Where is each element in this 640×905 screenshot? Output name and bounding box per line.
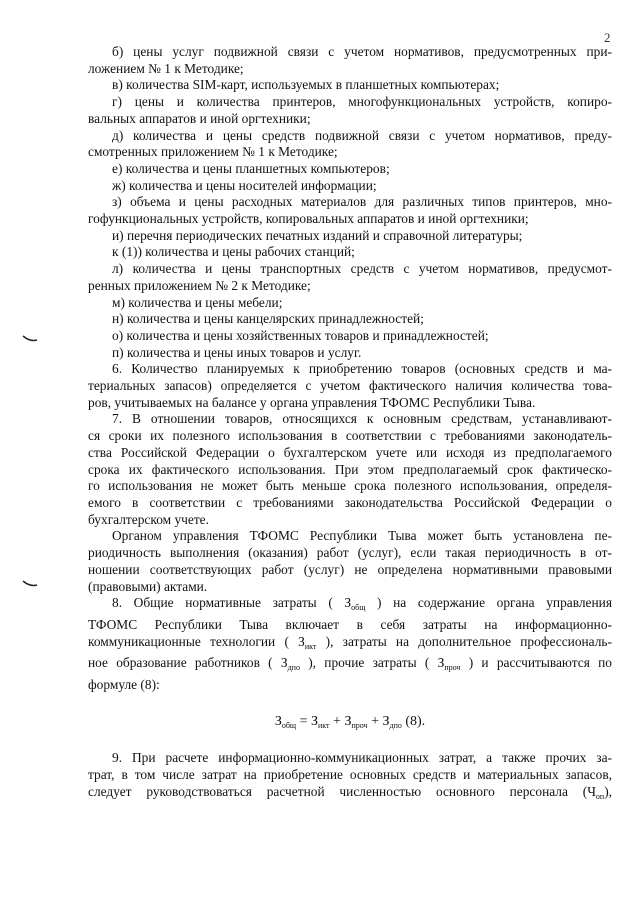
text-line: емого в соответствии с требованиями законодательства Российской Федерации о [88,494,612,510]
para8-line: 8. Общие нормативные затраты ( $З_{общ}$ ) на содержание органа управления [112,595,612,613]
text-line: (правовыми) актами. [88,578,208,594]
text-line: з) объема и цены расходных материалов для различных типов принтеров, мно- [112,194,612,210]
text-lines [88,44,612,595]
text-line: ся сроки их полезного использования в соответствии с требованиями законодатель- [88,428,612,444]
text-line: срока их фактического использования. При этом предполагаемый срок фактическо- [88,461,612,477]
text-line: 7. В отношении товаров, относящихся к основным средствам, устанавливают- [112,411,612,427]
text-line: н) количества и цены канцелярских принадлежностей; [112,311,424,327]
para8-line: коммуникационные технологии ( $З_{икт}$ ), затраты на дополнительное профессиональ- [88,633,612,651]
text-line: гофункциональных устройств, копировальных аппаратов и иной оргтехники; [88,211,529,227]
text-line: д) количества и цены средств подвижной связи с учетом нормативов, преду- [112,127,612,143]
text-line: к (1)) количества и цены рабочих станций; [112,244,355,260]
text-line: о) количества и цены хозяйственных товаров и принадлежностей; [112,327,489,343]
text-line: бухгалтерском учете. [88,511,209,527]
document-body [88,44,612,806]
text-line: 6. Количество планируемых к приобретению товаров (основных средств и ма- [112,361,612,377]
text-line: ложением № 1 к Методике; [88,60,244,76]
margin-tick-mark [22,335,38,343]
text-line: ношении соответствующих работ (услуг) не определена нормативными правовыми [88,561,612,577]
text-line: ства Российской Федерации о бухгалтерском учете или исходя из предполагаемого [88,444,612,460]
text-line: п) количества и цены иных товаров и услуг. [112,344,362,360]
para9-line: трат, в том числе затрат на приобретение основных средств и материальных запасов, [88,767,612,783]
text-line: ренных приложением № 2 к Методике; [88,277,311,293]
para9-line: 9. При расчете информационно-коммуникационных затрат, а также прочих за- [112,750,612,766]
text-line: вальных аппаратов и иной оргтехники; [88,110,311,126]
text-line: ров, учитываемых на балансе у органа управления ТФОМС Республики Тыва. [88,394,536,410]
formula-8: $З_{общ} = З_{икт} + З_{проч} + З_{дпо}$ (8). [274,713,426,730]
text-line: смотренных приложением № 1 к Методике; [88,144,338,160]
text-line: риодичность выполнения (оказания) работ (услуг), если такая периодичность в от- [88,545,612,561]
margin-tick-mark [22,580,38,588]
text-line: ж) количества и цены носителей информации; [112,177,377,193]
page-number: 2 [604,30,611,45]
text-line: б) цены услуг подвижной связи с учетом нормативов, предусмотренных при- [112,44,612,59]
text-line: л) количества и цены транспортных средств с учетом нормативов, предусмот- [112,261,612,277]
text-line: в) количества SIM-карт, используемых в планшетных компьютерах; [112,77,500,93]
para9-line: следует руководствоваться расчетной численностью основного персонала $(Ч_{оп})$, [88,783,612,801]
text-line: и) перечня периодических печатных изданий и справочной литературы; [112,227,523,243]
text-line: е) количества и цены планшетных компьютеров; [112,160,390,176]
text-line: г) цены и количества принтеров, многофункциональных устройств, копиро- [112,94,612,110]
para8-line: формуле (8): [88,677,160,693]
para8-line: ное образование работников ( $З_{дпо}$ ), прочие затраты ( $З_{проч}$ ) и рассчитываются по [88,655,613,673]
para8-line: ТФОМС Республики Тыва включает в себя затраты на информационно- [88,616,612,632]
text-line: м) количества и цены мебели; [112,294,283,310]
text-line: го использования не может быть меньше срока полезного использования, определя- [88,478,612,494]
text-line: териальных запасов) определяется с учетом фактического наличия количества това- [88,378,612,394]
text-line: Органом управления ТФОМС Республики Тыва может быть установлена пе- [112,528,612,544]
